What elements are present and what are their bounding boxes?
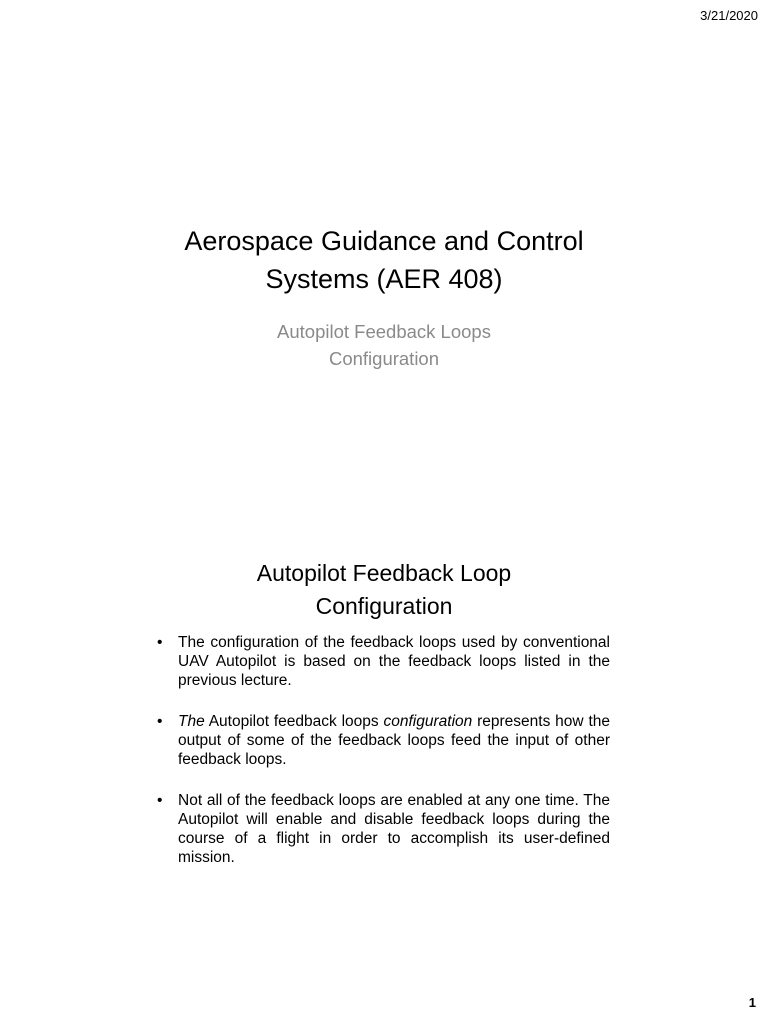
slide-2-title-line-1: Autopilot Feedback Loop [256, 560, 512, 586]
slide-1 [130, 222, 638, 372]
date-stamp: 3/21/2020 [700, 8, 758, 23]
bullet-text: Not all of the feedback loops are enabled at any one time. The Autopilot will enable and disable feedback loops during the course of a flight in order to accomplish its user-defined mission. [178, 792, 610, 866]
slide-2 [130, 557, 638, 889]
slide-1-title-line-1: Aerospace Guidance and Control [184, 226, 584, 256]
bullet-text-regular: Autopilot feedback loops [204, 713, 384, 730]
slide-2-title-line-2: Configuration [315, 593, 453, 619]
slide-1-subtitle-line-1: Autopilot Feedback Loops [277, 321, 491, 342]
slide-1-title-line-2: Systems (AER 408) [265, 264, 503, 294]
bullet-text: The configuration of the feedback loops used by conventional UAV Autopilot is based on the feedback loops listed in the previous lecture. [178, 634, 610, 689]
slide-1-subtitle [130, 318, 638, 372]
bullet-text-italic: The [178, 713, 205, 730]
bullet-icon: • [157, 713, 163, 730]
bullet-item [130, 633, 638, 690]
page-number: 1 [748, 995, 756, 1010]
bullet-list [130, 633, 638, 867]
bullet-text-regular: represents how the output of some of the feedback loops feed the input of other feedback loops. [178, 713, 610, 768]
bullet-item [130, 712, 638, 769]
slide-1-subtitle-line-2: Configuration [328, 348, 440, 369]
slide-2-title [130, 557, 638, 623]
bullet-text [178, 713, 610, 768]
slide-1-title [130, 222, 638, 298]
bullet-text-italic: configuration [383, 713, 473, 730]
bullet-icon: • [157, 634, 163, 651]
bullet-item [130, 791, 638, 867]
bullet-icon: • [157, 792, 163, 809]
